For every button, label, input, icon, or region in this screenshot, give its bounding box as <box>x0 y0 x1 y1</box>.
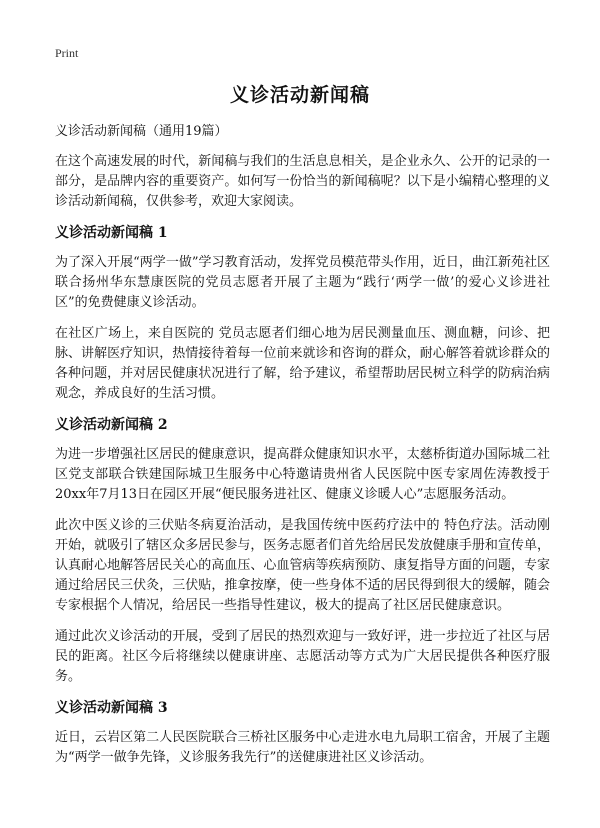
article-body <box>55 122 550 779</box>
section-paragraph: 为了深入开展“两学一做”学习教育活动，发挥党员模范带头作用，近日，曲江新苑社区联合扬州华东慧康医院的党员志愿者开展了主题为“践行‘两学一做’的爱心义诊进社区”的免费健康义诊活动。 <box>55 255 550 310</box>
print-link[interactable]: Print <box>55 46 79 60</box>
section-paragraph: 通过此次义诊活动的开展，受到了居民的热烈欢迎与一致好评，进一步拉近了社区与居民的距离。社区今后将继续以健康讲座、志愿活动等方式为广大居民提供各种医疗服务。 <box>55 629 550 684</box>
intro-paragraph: 在这个高速发展的时代，新闻稿与我们的生活息息相关，是企业永久、公开的记录的一部分，是品牌内容的重要资产。如何写一份恰当的新闻稿呢？以下是小编精心整理的义诊活动新闻稿，仅供参考，欢迎大家阅读。 <box>55 154 550 209</box>
section-paragraph: 在社区广场上，来自医院的 党员志愿者们细心地为居民测量血压、测血糖，问诊、把脉、讲解医疗知识，热情接待着每一位前来就诊和咨询的群众，耐心解答着就诊群众的各种问题，并对居民健康状况进行了解，给予建议，希望帮助居民树立科学的防病治病观念，养成良好的生活习惯。 <box>55 326 550 401</box>
section-heading: 义诊活动新闻稿 1 <box>55 225 168 241</box>
section-paragraph: 此次中医义诊的三伏贴冬病夏治活动，是我国传统中医药疗法中的 特色疗法。活动刚开始，就吸引了辖区众多居民参与，医务志愿者们首先给居民发放健康手册和宣传单，认真耐心地解答居民关心的高血压、心血管病等疾病预防、康复指导方面的问题，专家通过给居民三伏灸，三伏贴，推拿按摩，使一些身体不适的居民得到很大的缓解，随会专家根据个人情况，给居民一些指导性建议，极大的提高了社区居民健康意识。 <box>55 518 550 613</box>
section-paragraph: 为进一步增强社区居民的健康意识，提高群众健康知识水平，太慈桥街道办国际城二社区党支部联合铁建国际城卫生服务中心特邀请贵州省人民医院中医专家周佐涛教授于20xx年7月13日在园区开展“便民服务进社区、健康义诊暖人心”志愿服务活动。 <box>55 447 550 502</box>
article-subtitle: 义诊活动新闻稿（通用19篇） <box>55 124 228 139</box>
section-heading: 义诊活动新闻稿 3 <box>55 700 168 716</box>
section-heading: 义诊活动新闻稿 2 <box>55 417 168 433</box>
page-title: 义诊活动新闻稿 <box>229 84 370 106</box>
section-paragraph: 近日，云岩区第二人民医院联合三桥社区服务中心走进水电九局职工宿舍，开展了主题为“两学一做争先锋，义诊服务我先行”的送健康进社区义诊活动。 <box>55 730 550 765</box>
